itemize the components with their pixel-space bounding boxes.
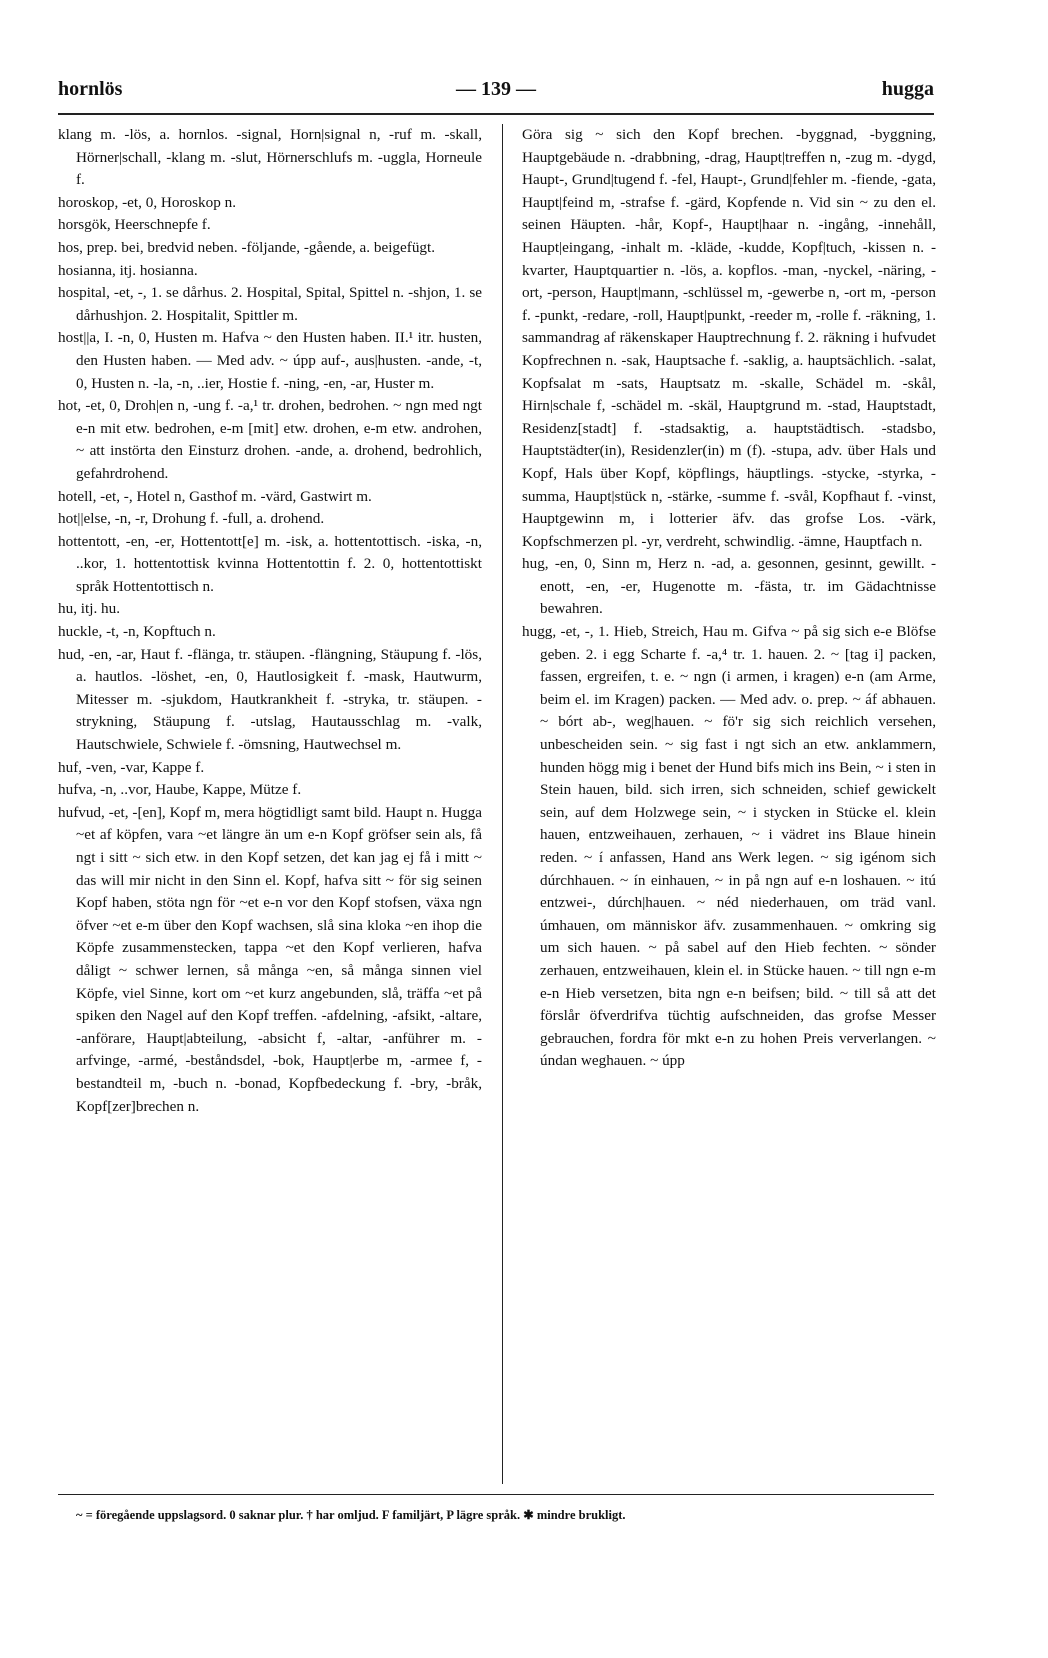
dictionary-entry: huckle, -t, -n, Kopftuch n. [58, 623, 216, 641]
dictionary-entry: host||a, I. -n, 0, Husten m. Hafva ~ den Husten haben. II.¹ itr. husten, den Husten haben. — Med adv. ~ úpp auf-, aus|husten. -ande, -t, 0, Husten n. -la, -n, ..ier, Hostie f. -ning, -en, -ar, Huster m. [58, 329, 482, 392]
dictionary-entry: hottentott, -en, -er, Hottentott[e] m. -isk, a. hottentottisch. -iska, -n, ..kor, 1. hottentottisk kvinna Hottentottin f. 2. 0, hottentottiskt språk Hottentottisch n. [58, 532, 482, 595]
dictionary-entry: hot||else, -n, -r, Drohung f. -full, a. drohend. [58, 510, 325, 528]
dictionary-entry: hugg, -et, -, 1. Hieb, Streich, Hau m. Gifva ~ på sig sich e-e Blöfse geben. 2. i egg Scharte f. -a,⁴ tr. 1. hauen. 2. ~ [tag i] packen, fassen, ergreifen, t. e. ~ ngn (i armen, i kragen) e-n (am Arme, beim el. im Kragen) packen. — Med adv. o. prep. ~ áf abhauen. ~ bórt ab-, weg|hauen. ~ fö'r sig sich reichlich versehen, unbescheiden sein. ~ sig fast i ngt sich an etw. anklammern, hunden högg mig i benet der Hund bifs mich ins Bein, ~ i sten in Stein hauen, bild. sich irren, sich schneiden, schief gewickelt sein, auf dem Holzwege sein, ~ i stycken in Stücke el. klein hauen, entzweihauen, zerhauen, ~ i vädret ins Blaue hinein reden. ~ í anfassen, Hand ans Werk legen. ~ sig igénom sich dúrchhauen. ~ ín einhauen, ~ in på ngn auf e-n loshauen. ~ itú entzwei-, dúrch|hauen. ~ néd niederhauen, om träd vanl. úmhauen, om människor äfv. zusammenhauen. ~ omkring sig um sich hauen. ~ på sabel auf den Hieb fechten. ~ sönder zerhauen, entzweihauen, klein el. in Stücke hauen. ~ till ngn e-m e-n Hieb versetzen, bita ngn e-n beifsen; bild. ~ till så att det förslår öfverdrifva tüchtig aufschneiden, das grofse Messer gebrauchen, fordra för mkt e-n zu hohen Preis ververlangen. ~ úndan weghauen. ~ úpp [522, 623, 936, 1070]
dictionary-entry: hos, prep. bei, bredvid neben. -följande, -gående, a. beigefügt. [58, 238, 436, 256]
dictionary-entry: hud, -en, -ar, Haut f. -flänga, tr. stäupen. -flängning, Stäupung f. -lös, a. hautlos. -löshet, -en, 0, Hautlosigkeit f. -mask, Hautwurm, Mitesser m. -sjukdom, Hautkrankheit f. -stryka, tr. stäupen. -strykning, Stäupung f. -utslag, Hautausschlag m. -valk, Hautschwiele, Schwiele f. -ömsning, Hautwechsel m. [58, 645, 482, 754]
dictionary-entry: horoskop, -et, 0, Horoskop n. [58, 193, 237, 211]
dictionary-entry: hotell, -et, -, Hotel n, Gasthof m. -värd, Gastwirt m. [58, 487, 372, 505]
dictionary-entry: Göra sig ~ sich den Kopf brechen. -byggnad, -byggning, Hauptgebäude n. -drabbning, -drag, Haupt|treffen n, -zug m. -dygd, Haupt-, Grund|tugend f. -fel, Haupt-, Grund|fehler m. -fiende, -gata, Haupt|feind m, -strafse f. -gärd, Kopfende n. Vid sin ~ zu den el. seinen Häupten. -hår, Kopf-, Haupt|haar n. -ingång, -innehåll, Haupt|eingang, -inhalt m. -kläde, -kudde, Kopf|tuch, -kissen n. -kvarter, Hauptquartier n. -lös, a. kopflos. -man, -nyckel, -näring, -ort, -person, Haupt|mann, -schlüssel m, -gewerbe n, -ort m, -person f. -punkt, -redare, -roll, Haupt|punkt, -reeder m, -rolle f. -räkning, 1. sammandrag af räkenskaper Hauptrechnung f. 2. räkning i hufvudet Kopfrechnen n. -sak, Hauptsache f. -saklig, a. hauptsächlich. -salat, Kopfsalat m -sats, Hauptsatz m. -skalle, Schädel m. -skål, Hirn|schale f, -schädel m. -skäl, Hauptgrund m. -stad, Hauptstadt, Residenz[stadt] f. -stadsaktig, a. hauptstädtisch. -stadsbo, Hauptstädter(in), Residenzler(in) m (f). -stupa, adv. über Hals und Kopf, Hals über Kopf, köpflings, häuptlings. -stycke, -styrka, -summa, Haupt|stück n, -stärke, -summe f. -svål, Kopfhaut f. -vinst, Hauptgewinn m, i lotterier äfv. das grofse Los. -värk, Kopfschmerzen pl. -yr, verdreht, schwindlig. -ämne, Hauptfach n. [522, 126, 936, 550]
abbreviation-legend: ~ = föregående uppslagsord. 0 saknar plur. † har omljud. F familjärt, P lägre språk. ✱ mindre brukligt. [76, 1508, 626, 1522]
dictionary-entry: horsgök, Heerschnepfe f. [58, 216, 211, 234]
page-header [58, 78, 934, 108]
dictionary-entry: hosianna, itj. hosianna. [58, 261, 198, 279]
footer-rule [58, 1494, 934, 1495]
header-rule [58, 113, 934, 115]
column-divider [502, 124, 503, 1484]
dictionary-entry: hospital, -et, -, 1. se dårhus. 2. Hospital, Spital, Spittel n. -shjon, 1. se dårhushjon. 2. Hospitalit, Spittler m. [58, 284, 482, 324]
dictionary-entry: hot, -et, 0, Droh|en n, -ung f. -a,¹ tr. drohen, bedrohen. ~ ngn med ngt e-n mit etw. bedrohen, e-m [mit] etw. drohen, e-m etw. androhen, ~ att instörta den Einsturz drohen. -ande, a. drohend, bedrohlich, gefahrdrohend. [58, 397, 482, 482]
header-last-word: hugga [881, 78, 934, 100]
dictionary-entry: hufvud, -et, -[en], Kopf m, mera högtidligt samt bild. Haupt n. Hugga ~et af köpfen, vara ~et längre än um e-n Kopf gröfser sein als, få ngt i sitt ~ sich etw. in den Kopf setzen, det kan jag ej få i mitt ~ das will mir nicht in den Sinn el. Kopf, hafva sitt ~ för sig seinen Kopf haben, stöta ngn för ~et e-n vor den Kopf stofsen, växa ngn öfver ~et e-m über den Kopf wachsen, slå sina kloka ~en ihop die Köpfe zusammenstecken, tappa ~et den Kopf verlieren, hafva dåligt ~ schwer lernen, så många ~en, så många sinnen viel Köpfe, viel Sinne, kort om ~et kurz angebunden, slå, träffa ~et på spiken den Nagel auf den Kopf treffen. -afdelning, -afsikt, -altare, -anförare, Haupt|abteilung, -absicht f, -altar, -anführer m. -arfvinge, -armé, -beståndsdel, -bok, Haupt|erbe m, -armee f, -bestandteil m, -buch n. -bonad, Kopfbedeckung f. -bry, -bråk, Kopf[zer]brechen n. [58, 803, 482, 1115]
dictionary-entry: hu, itj. hu. [58, 600, 121, 618]
header-first-word: hornlös [58, 78, 123, 100]
left-column [58, 124, 482, 1489]
dictionary-entry: hufva, -n, ..vor, Haube, Kappe, Mütze f. [58, 781, 302, 799]
dictionary-entry: hug, -en, 0, Sinn m, Herz n. -ad, a. gesonnen, gesinnt, gewillt. -enott, -en, -er, Hugenotte m. -fästa, tr. im Gädachtnisse bewahren. [522, 555, 936, 618]
right-column [522, 124, 936, 1489]
dictionary-entry: klang m. -lös, a. hornlos. -signal, Horn|signal n, -ruf m. -skall, Hörner|schall, -klang m. -slut, Hörnerschlufs m. -uggla, Horneule f. [58, 126, 482, 189]
page-number: — 139 — [456, 78, 536, 100]
dictionary-entry: huf, -ven, -var, Kappe f. [58, 758, 205, 776]
